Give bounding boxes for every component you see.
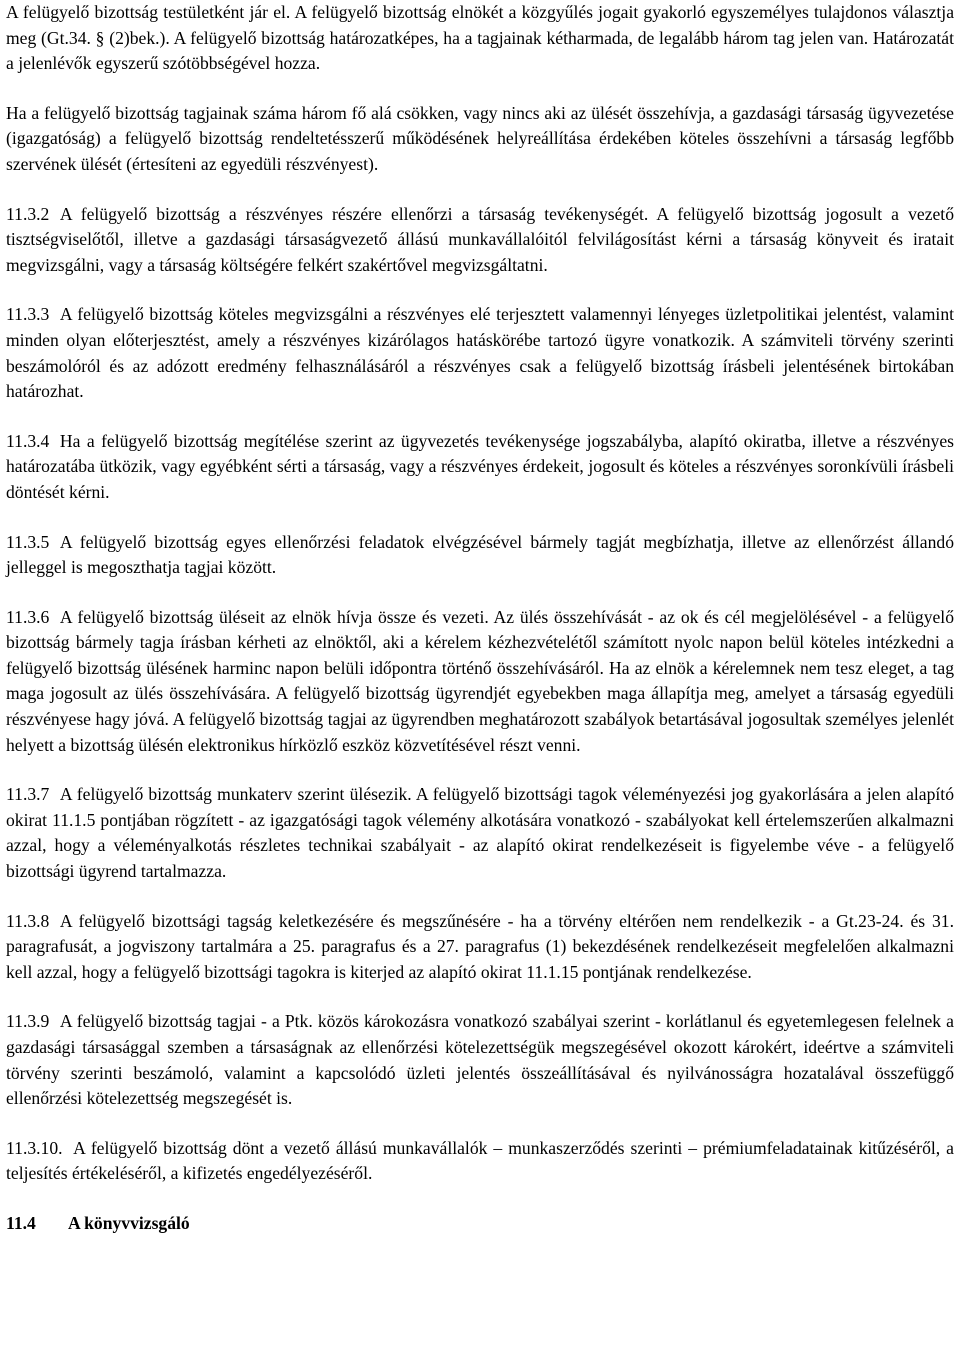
section-11-3-4	[6, 429, 954, 506]
section-11-3-9	[6, 1009, 954, 1111]
section-text: A felügyelő bizottsági tagság keletkezésére és megszűnésére - ha a törvény eltérően nem rendelkezik - a Gt.23-24. és 31. paragrafusát, a jogviszony tartalmára a 25. paragrafus és a 27. paragrafus (1) bekezdésének rendelkezéseit megfelelően alkalmazni kell azzal, hogy a felügyelő bizottsági tagokra is kiterjed az alapító okirat 11.1.15 pontjának rendelkezése.	[6, 910, 954, 982]
section-number: 11.3.6	[6, 606, 50, 627]
section-number: 11.3.7	[6, 784, 50, 805]
section-text: A felügyelő bizottság üléseit az elnök hívja össze és vezeti. Az ülés összehívását - az ok és cél megjelölésével - a felügyelő bizottság bármely tagja írásban kérheti az elnöktől, aki a kérelem kézhezvételétől számított nyolc napon belül köteles intézkedni a felügyelő bizottság ülésének harminc napon belüli időpontra történő összehívásáról. Ha az elnök a kérelemnek nem tesz eleget, a tag maga jogosult az ülés összehívására. A felügyelő bizottság ügyrendjét egyebekben maga állapítja meg, amelyet a társaság egyedüli részvényese hagy jóvá. A felügyelő bizottság tagjai az ügyrendben meghatározott szabályok betartásával jogosultak személyes jelenlét helyett a bizottság ülésén elektronikus hírközlő eszköz közvetítésével részt venni.	[6, 606, 954, 755]
section-11-3-7	[6, 782, 954, 884]
section-number: 11.3.8	[6, 910, 50, 931]
section-number: 11.3.10.	[6, 1137, 63, 1158]
section-11-3-3	[6, 302, 954, 404]
section-text: A felügyelő bizottság köteles megvizsgálni a részvényes elé terjesztett valamennyi lényeges üzletpolitikai jelentést, valamint minden olyan előterjesztést, amely a részvényes kizárólagos hatáskörébe tartozó ügyre vonatkozik. A számviteli törvény szerinti beszámolóról és az adózott eredmény felhasználásáról a részvényes csak a felügyelő bizottság írásbeli jelentésének birtokában határozhat.	[6, 304, 954, 402]
section-text: A felügyelő bizottság a részvényes részére ellenőrzi a társaság tevékenységét. A felügyelő bizottság jogosult a vezető tisztségviselőtől, illetve a gazdasági társaságvezető állású munkavállalóitól felvilágosítást kérni a társaság könyveit és iratait megvizsgálni, vagy a társaság költségére felkért szakértővel megvizsgáltatni.	[6, 203, 954, 275]
heading-number: 11.4	[6, 1212, 36, 1233]
intro-paragraph: A felügyelő bizottság testületként jár el. A felügyelő bizottság elnökét a közgyűlés jogait gyakorló egyszemélyes tulajdonos választja meg (Gt.34. § (2)bek.). A felügyelő bizottság határozatképes, ha a tagjainak kétharmada, de legalább három tag jelen van. Határozatát a jelenlévők egyszerű szótöbbségével hozza.	[6, 2, 954, 74]
section-number: 11.3.3	[6, 304, 50, 325]
section-11-3-8	[6, 909, 954, 986]
section-text: A felügyelő bizottság dönt a vezető állású munkavállalók – munkaszerződés szerinti – prémiumfeladatainak kitűzéséről, a teljesítés értékeléséről, a kifizetés engedélyezéséről.	[6, 1137, 954, 1184]
section-text: Ha a felügyelő bizottság megítélése szerint az ügyvezetés tevékenysége jogszabályba, alapító okiratba, illetve a részvényes határozatába ütközik, vagy egyébként sérti a társaság, vagy a részvényes érdekeit, jogosult és köteles a részvényes soronkívüli írásbeli döntését kérni.	[6, 430, 954, 502]
section-number: 11.3.4	[6, 430, 50, 451]
section-11-3-5	[6, 530, 954, 581]
heading-title: A könyvvizsgáló	[68, 1212, 190, 1233]
section-text: A felügyelő bizottság tagjai - a Ptk. közös károkozásra vonatkozó szabályai szerint - korlátlanul és egyetemlegesen felelnek a gazdasági társasággal szemben a társaságnak az ellenőrzési kötelezettségük megszegésével okozott károkért, ideértve a számviteli törvény szerinti beszámoló, valamint a kapcsolódó üzleti jelentés összeállításával és nyilvánosságra hozatalával összefüggő ellenőrzési kötelezettség megszegését is.	[6, 1011, 954, 1109]
section-text: A felügyelő bizottság egyes ellenőrzési feladatok elvégzésével bármely tagját megbízhatja, illetve az ellenőrzést állandó jelleggel is megoszthatja tagjai között.	[6, 531, 954, 578]
section-text: A felügyelő bizottság munkaterv szerint ülésezik. A felügyelő bizottsági tagok véleményezési jog gyakorlására a jelen alapító okirat 11.1.5 pontjában rögzített - az igazgatósági tagok vélemény alkotására vonatkozó - szabályokat kell értelemszerűen alkalmazni azzal, hogy a véleményalkotás részletes technikai szabályait - az alapító okirat rendelkezéseit is figyelembe véve - a felügyelő bizottsági ügyrend tartalmazza.	[6, 784, 954, 882]
section-11-3-6	[6, 605, 954, 759]
section-heading	[6, 1211, 954, 1237]
section-11-3-2	[6, 202, 954, 279]
section-number: 11.3.5	[6, 531, 50, 552]
section-11-3-10	[6, 1136, 954, 1187]
section-number: 11.3.9	[6, 1011, 50, 1032]
convene-paragraph: Ha a felügyelő bizottság tagjainak száma három fő alá csökken, vagy nincs aki az ülését összehívja, a gazdasági társaság ügyvezetése (igazgatóság) a felügyelő bizottság rendeltetésszerű működésének helyreállítása érdekében köteles összehívni a társaság legfőbb szervének ülését (értesíteni az egyedüli részvényest).	[6, 102, 954, 174]
section-number: 11.3.2	[6, 203, 50, 224]
